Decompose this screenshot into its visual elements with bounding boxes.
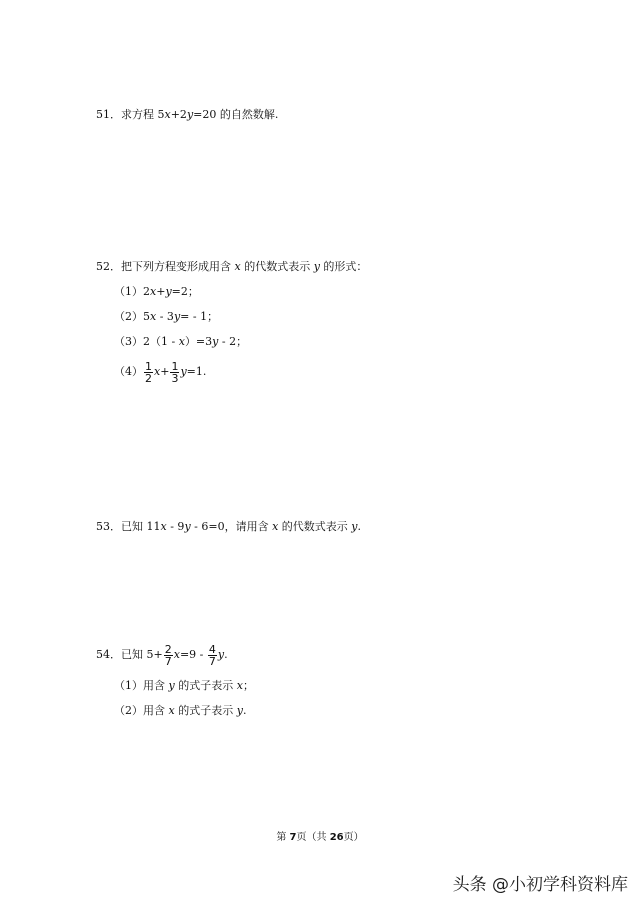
watermark: 头条 @小初学科资料库 (452, 875, 628, 895)
question-54: 54．已知 5+ $\frac{2}{7}$ x=9 - $\frac{4}{7}$ y. (96, 642, 228, 668)
question-number: 53． (96, 520, 121, 533)
question-52: 52．把下列方程变形成用含 x 的代数式表示 y 的形式： (96, 260, 368, 273)
total-pages: 26 (329, 832, 344, 843)
q52-item-3: （3）2（1 - x）=3y - 2； (114, 335, 248, 348)
question-51: 51．求方程 5x+2y=20 的自然数解. (96, 108, 279, 121)
q52-item-4: （4） $\frac{1}{2}$ x+ $\frac{1}{3}$ y=1. (114, 359, 207, 385)
q52-item-2: （2）5x - 3y= - 1； (114, 310, 219, 323)
page-number: 7 (289, 832, 297, 843)
fraction: $\frac{4}{7}$ (208, 642, 216, 668)
q54-sub-2: （2）用含 x 的式子表示 y. (114, 704, 247, 717)
question-number: 52． (96, 260, 121, 273)
page-footer: 第 7页（共 26页） (276, 832, 364, 843)
fraction: $\frac{1}{3}$ (171, 359, 179, 385)
question-53: 53．已知 11x - 9y - 6=0，请用含 x 的代数式表示 y. (96, 520, 362, 533)
q52-item-1: （1）2x+y=2； (114, 285, 199, 298)
fraction: $\frac{1}{2}$ (145, 359, 152, 385)
question-number: 51． (96, 108, 121, 121)
q54-sub-1: （1）用含 y 的式子表示 x； (114, 679, 254, 692)
question-number: 54． (96, 648, 121, 661)
fraction: $\frac{2}{7}$ (164, 642, 172, 668)
